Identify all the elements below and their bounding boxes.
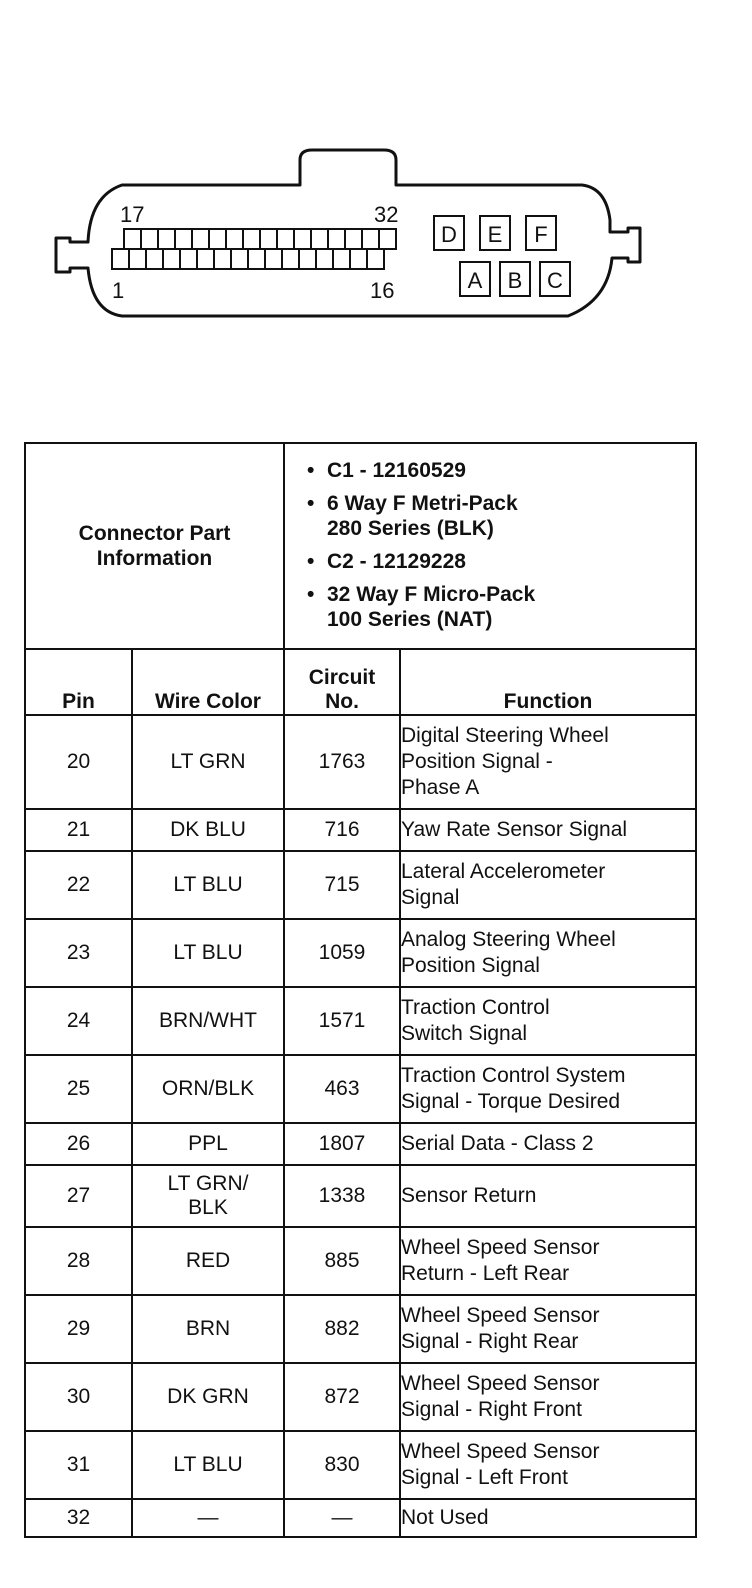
table-row bbox=[25, 809, 696, 851]
pin-cell bbox=[25, 987, 132, 1055]
pin-label-1: 1 bbox=[112, 278, 125, 303]
pin-cavity-17 bbox=[124, 229, 141, 249]
pin-cell bbox=[25, 715, 132, 809]
large-terminal-group bbox=[434, 216, 570, 296]
circuit-cell bbox=[284, 715, 400, 809]
table-row bbox=[25, 987, 696, 1055]
circuit-cell-text: 1763 bbox=[318, 750, 366, 773]
wire-color-cell-text: DK GRN bbox=[167, 1385, 249, 1408]
wire-color-cell bbox=[132, 1295, 284, 1363]
pin-cavity-29 bbox=[328, 229, 345, 249]
table-row bbox=[25, 919, 696, 987]
function-cell: Wheel Speed Sensor Signal - Left Front bbox=[400, 1431, 696, 1499]
circuit-cell bbox=[284, 987, 400, 1055]
pin-cell-text: 22 bbox=[66, 873, 91, 896]
pin-label-17: 17 bbox=[120, 202, 145, 227]
connector-info-item: • C1 - 12160529 bbox=[327, 458, 689, 483]
pin-cavity-2 bbox=[129, 249, 146, 269]
wire-color-cell-text: LT GRN/ BLK bbox=[167, 1172, 249, 1219]
pin-cell-text: 29 bbox=[66, 1317, 91, 1340]
wire-color-cell bbox=[132, 809, 284, 851]
wire-color-cell bbox=[132, 987, 284, 1055]
circuit-cell-text: 882 bbox=[324, 1317, 360, 1340]
wire-color-cell bbox=[132, 1227, 284, 1295]
connector-info-list-cell bbox=[284, 443, 696, 649]
col-header-circuit: Circuit No. bbox=[284, 649, 400, 715]
circuit-cell-text: 463 bbox=[324, 1077, 360, 1100]
wire-color-cell-text: BRN/WHT bbox=[159, 1009, 257, 1032]
wire-color-cell-text: — bbox=[197, 1506, 219, 1529]
wire-color-cell-text: BRN bbox=[185, 1317, 231, 1340]
lower-pin-row bbox=[112, 249, 384, 269]
pin-cavity-7 bbox=[214, 249, 231, 269]
wire-color-cell-text: DK BLU bbox=[170, 818, 246, 841]
wire-color-cell bbox=[132, 1165, 284, 1227]
pin-cavity-32 bbox=[379, 229, 396, 249]
table-row bbox=[25, 1055, 696, 1123]
circuit-cell-text: 1571 bbox=[318, 1009, 366, 1032]
circuit-cell-text: 1059 bbox=[318, 941, 366, 964]
pin-cell-text: 30 bbox=[66, 1385, 91, 1408]
table-row bbox=[25, 1295, 696, 1363]
pin-cavity-21 bbox=[192, 229, 209, 249]
column-header-row bbox=[25, 649, 696, 715]
circuit-cell-text: 872 bbox=[324, 1385, 360, 1408]
pin-cavity-24 bbox=[243, 229, 260, 249]
terminal-e: E bbox=[487, 222, 503, 247]
circuit-cell bbox=[284, 809, 400, 851]
terminal-f: F bbox=[534, 222, 548, 247]
pin-cavity-3 bbox=[146, 249, 163, 269]
circuit-cell bbox=[284, 1165, 400, 1227]
wire-color-cell-text: LT BLU bbox=[173, 1453, 243, 1476]
wire-color-cell bbox=[132, 1055, 284, 1123]
pin-cavity-27 bbox=[294, 229, 311, 249]
pin-cell-text: 20 bbox=[66, 750, 91, 773]
pin-cavity-26 bbox=[277, 229, 294, 249]
circuit-cell-text: 830 bbox=[324, 1453, 360, 1476]
upper-pin-row bbox=[124, 229, 396, 249]
pin-cell bbox=[25, 1055, 132, 1123]
wire-color-cell-text: LT GRN bbox=[170, 750, 246, 773]
circuit-cell bbox=[284, 1499, 400, 1537]
circuit-cell bbox=[284, 1363, 400, 1431]
circuit-cell bbox=[284, 919, 400, 987]
pin-cavity-20 bbox=[175, 229, 192, 249]
wire-color-cell bbox=[132, 919, 284, 987]
pin-cavity-18 bbox=[141, 229, 158, 249]
table-row bbox=[25, 1227, 696, 1295]
pin-cavity-15 bbox=[350, 249, 367, 269]
wire-color-cell-text: LT BLU bbox=[173, 873, 243, 896]
pin-cell-text: 24 bbox=[66, 1009, 91, 1032]
function-cell: Wheel Speed Sensor Return - Left Rear bbox=[400, 1227, 696, 1295]
pin-cell bbox=[25, 851, 132, 919]
pin-cavity-23 bbox=[226, 229, 243, 249]
pin-cavity-28 bbox=[311, 229, 328, 249]
pin-label-32: 32 bbox=[374, 202, 399, 227]
pin-cell bbox=[25, 1165, 132, 1227]
circuit-cell bbox=[284, 1055, 400, 1123]
function-cell: Yaw Rate Sensor Signal bbox=[400, 809, 696, 851]
pin-cell-text: 23 bbox=[66, 941, 91, 964]
table-row bbox=[25, 1165, 696, 1227]
function-cell: Traction Control Switch Signal bbox=[400, 987, 696, 1055]
circuit-cell bbox=[284, 1431, 400, 1499]
pin-cavity-19 bbox=[158, 229, 175, 249]
function-cell: Lateral Accelerometer Signal bbox=[400, 851, 696, 919]
pin-cavity-1 bbox=[112, 249, 129, 269]
pin-cavity-14 bbox=[333, 249, 350, 269]
pin-cavity-9 bbox=[248, 249, 265, 269]
table-row bbox=[25, 1363, 696, 1431]
table-row bbox=[25, 1123, 696, 1165]
table-row bbox=[25, 715, 696, 809]
pin-cell-text: 21 bbox=[66, 818, 91, 841]
pin-cavity-12 bbox=[299, 249, 316, 269]
col-header-wire-color: Wire Color bbox=[132, 649, 284, 715]
pin-cell-text: 31 bbox=[66, 1453, 91, 1476]
pin-cell bbox=[25, 1499, 132, 1537]
pin-cavity-22 bbox=[209, 229, 226, 249]
circuit-cell bbox=[284, 1227, 400, 1295]
circuit-cell-text: 716 bbox=[324, 818, 360, 841]
circuit-cell-text: — bbox=[331, 1506, 353, 1529]
col-header-function: Function bbox=[400, 649, 696, 715]
wire-color-cell bbox=[132, 1499, 284, 1537]
pin-cavity-4 bbox=[163, 249, 180, 269]
circuit-cell-text: 1338 bbox=[318, 1184, 366, 1207]
pin-cavity-5 bbox=[180, 249, 197, 269]
pinout-table bbox=[24, 442, 697, 1538]
pin-cavity-31 bbox=[362, 229, 379, 249]
wire-color-cell-text: ORN/BLK bbox=[161, 1077, 255, 1100]
function-cell: Serial Data - Class 2 bbox=[400, 1123, 696, 1165]
wire-color-cell-text: RED bbox=[185, 1249, 231, 1272]
wire-color-cell bbox=[132, 1431, 284, 1499]
pin-label-16: 16 bbox=[370, 278, 395, 303]
connector-info-list bbox=[285, 444, 695, 648]
pin-cell bbox=[25, 1363, 132, 1431]
pin-cavity-8 bbox=[231, 249, 248, 269]
pin-cavity-16 bbox=[367, 249, 384, 269]
function-cell: Wheel Speed Sensor Signal - Right Front bbox=[400, 1363, 696, 1431]
wire-color-cell-text: LT BLU bbox=[173, 941, 243, 964]
connector-diagram bbox=[0, 0, 752, 340]
circuit-cell-text: 1807 bbox=[318, 1132, 366, 1155]
function-cell: Not Used bbox=[400, 1499, 696, 1537]
function-cell: Wheel Speed Sensor Signal - Right Rear bbox=[400, 1295, 696, 1363]
wire-color-cell bbox=[132, 1123, 284, 1165]
pin-cavity-11 bbox=[282, 249, 299, 269]
function-cell: Digital Steering Wheel Position Signal - Phase A bbox=[400, 715, 696, 809]
table-row bbox=[25, 1431, 696, 1499]
circuit-cell bbox=[284, 1123, 400, 1165]
terminal-d: D bbox=[441, 222, 457, 247]
pin-cell-text: 27 bbox=[66, 1184, 91, 1207]
pin-cell bbox=[25, 1295, 132, 1363]
wire-color-cell-text: PPL bbox=[188, 1132, 228, 1155]
pin-cavity-13 bbox=[316, 249, 333, 269]
pin-cavity-25 bbox=[260, 229, 277, 249]
wire-color-cell bbox=[132, 851, 284, 919]
pin-cell-text: 28 bbox=[66, 1249, 91, 1272]
connector-info-item: • C2 - 12129228 bbox=[327, 549, 689, 574]
pin-cell bbox=[25, 1123, 132, 1165]
pin-cell-text: 25 bbox=[66, 1077, 91, 1100]
pin-cell-text: 26 bbox=[66, 1132, 91, 1155]
pin-cell bbox=[25, 1227, 132, 1295]
terminal-c: C bbox=[547, 268, 563, 293]
pin-cell-text: 32 bbox=[66, 1506, 91, 1529]
table-row bbox=[25, 851, 696, 919]
circuit-cell bbox=[284, 851, 400, 919]
pin-cavity-10 bbox=[265, 249, 282, 269]
function-cell: Sensor Return bbox=[400, 1165, 696, 1227]
table-row bbox=[25, 1499, 696, 1537]
pin-cell bbox=[25, 1431, 132, 1499]
function-cell: Traction Control System Signal - Torque Desired bbox=[400, 1055, 696, 1123]
pin-cavity-30 bbox=[345, 229, 362, 249]
wire-color-cell bbox=[132, 1363, 284, 1431]
pin-cell bbox=[25, 919, 132, 987]
connector-info-item: • 32 Way F Micro-Pack 100 Series (NAT) bbox=[327, 582, 689, 632]
terminal-a: A bbox=[467, 268, 483, 293]
connector-info-heading: Connector Part Information bbox=[25, 443, 284, 649]
connector-info-row bbox=[25, 443, 696, 649]
circuit-cell-text: 885 bbox=[324, 1249, 360, 1272]
pin-cell bbox=[25, 809, 132, 851]
circuit-cell-text: 715 bbox=[324, 873, 360, 896]
wire-color-cell bbox=[132, 715, 284, 809]
pin-cavity-6 bbox=[197, 249, 214, 269]
connector-info-item: • 6 Way F Metri-Pack 280 Series (BLK) bbox=[327, 491, 689, 541]
circuit-cell bbox=[284, 1295, 400, 1363]
function-cell: Analog Steering Wheel Position Signal bbox=[400, 919, 696, 987]
col-header-pin: Pin bbox=[25, 649, 132, 715]
terminal-b: B bbox=[507, 268, 523, 293]
